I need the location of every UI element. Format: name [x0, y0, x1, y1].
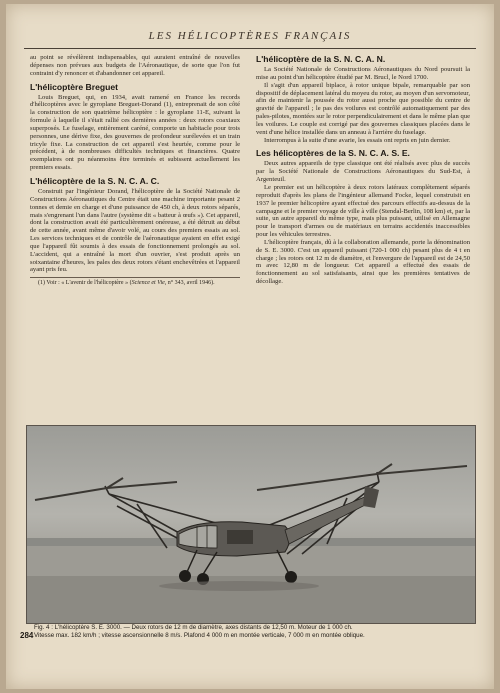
right-rotor-blades	[257, 464, 467, 490]
header-rule	[24, 48, 476, 49]
footnote-prefix: (1) Voir : « L'avenir de l'hélicoptère » (	[38, 280, 132, 287]
tail-fin	[363, 486, 379, 508]
footnote-source: Science et Vie	[131, 280, 165, 287]
footnote	[30, 277, 240, 287]
sncase-paragraph-1: Deux autres appareils de type classique ont été réalisés avec plus de succès par la Société Nationale de Constructions Aéronautiques du Sud-Est, à Argenteuil.	[256, 160, 470, 184]
sncase-heading: Les hélicoptères de la S. N. C. A. S. E.	[256, 148, 410, 159]
sncac-paragraph: Construit par l'ingénieur Dorand, l'hélicoptère de la Société Nationale de Constructions Aéronautiques du Centre était une machine importante pesant 2 tonnes et demie en charge et d'une puissance de 450 ch, à deux rotors séparés, mais s'engrenant l'un dans l'autre (système dit « batteur à œufs »). Cet appareil, dont la construction avait été particulièrement onéreuse, a été détruit au début de cette année, avant même d'avoir volé, au cours des premiers essais au sol. Les services techniques et de contrôle de l'aéronautique ayaient en effet exigé que l'appareil fût soumis à des essais de fonctionnement prolongés au sol. L'accident, qui a entraîné la mort d'un ouvrier, s'est produit après un soixantaine d'heures, les pales des deux rotors s'étant enchevêtrées et l'appareil ayant pris feu.	[30, 187, 240, 274]
right-column	[256, 54, 470, 286]
tail-boom	[285, 496, 371, 544]
footnote-suffix: , n° 343, avril 1946).	[164, 280, 215, 287]
magazine-page	[6, 4, 494, 689]
sncan-paragraph-2: Il s'agit d'un appareil biplace, à rotor unique bipale, remarquable par son dispositif de déplacement latéral du moyeu du rotor, au moyen d'un servomoteur, afin de maintenir la poussée du rotor aussi proche que possible du centre de gravité de l'appareil ; le pas des voilures est contrôlé automatiquement par des pales-pilotes, montées sur le rotor perpendiculairement et dans le même plan que les voilures. Le couple est corrigé par des gouvernes classiques placées dans le vent d'une hélice installée dans un anneau à l'arrière du fuselage.	[256, 81, 470, 136]
left-column	[30, 54, 240, 287]
left-rotor-blades	[35, 478, 177, 500]
caption-line-2: Vitesse max. 182 km/h ; vitesse ascensionnelle 8 m/s. Plafond 4 000 m en montée verticale, 7 000 m en montée oblique.	[34, 631, 365, 639]
sncase-paragraph-3: L'hélicoptère français, dû à la collaboration allemande, porte la dénomination de S. E. 3000. C'est un appareil puissant (720-1 000 ch) pesant plus de 4 t en charge ; les rotors ont 12 m de diamètre, et l'envergure de l'appareil est de 24,50 m avec 12,80 m de longueur. Cet appareil a effectué des essais de fonctionnement au sol satisfaisants, ainsi que les premières tentatives de décollage.	[256, 238, 470, 286]
page-number: 284	[20, 631, 34, 640]
sncase-paragraph-2: Le premier est un hélicoptère à deux rotors latéraux complètement séparés reproduit d'après les plans de l'ingénieur allemand Focke, lequel construisit en 1937 le premier hélicoptère ayant effectué des parcours effectifs au-dessus de la campagne et le premier voyage de ville à ville (Stendal-Berlin, 108 km) et, par la suite, un autre appareil du même type, mais plus puissant, utilisé en Allemagne pour le transport d'armes ou de matériaux en terrains accidentés inaccessibles pour les véhicules terrestres.	[256, 183, 470, 239]
sncan-heading: L'hélicoptère de la S. N. C. A. N.	[256, 54, 386, 64]
running-head: LES HÉLICOPTÈRES FRANÇAIS	[148, 30, 352, 42]
figure-caption	[34, 624, 478, 640]
sncan-paragraph-1: La Société Nationale de Constructions Aéronautiques du Nord poursuit la mise au point d'un hélicoptère étudié par M. Brucl, le Nord 1700.	[256, 66, 470, 81]
front-wheel	[179, 570, 191, 582]
helicopter-photo	[26, 425, 476, 624]
breguet-heading: L'hélicoptère Breguet	[30, 81, 118, 92]
fuselage-door	[227, 530, 253, 544]
shadow	[159, 581, 319, 591]
right-main-wheel	[285, 571, 297, 583]
intro-paragraph: au point se révélèrent indispensables, qui auraient entraîné de nouvelles dépenses non prévues aux budgets de l'Aéronautique, de sorte que l'on fut contraint d'y renoncer et d'abandonner cet appareil.	[30, 54, 240, 77]
breguet-paragraph: Louis Breguet, qui, en 1934, avait ramené en France les records d'hélicoptères avec le gyroplane Breguet-Dorand (1), entreprenait de son côté la construction de son quatrième hélicoptère : le gyroplane 11-E, suivant la formule à laquelle il s'était rallié ces dernières années : deux rotors coaxiaux superposés. Le fuselage, entièrement caréné, comporte un habitacle pour trois personnes, une dérive fixe, des gouvernes de profondeur surélevées et un train tricyle fixe. La construction de cet appareil s'est heurtée, comme pour le précédent, à de nombreuses difficultés techniques et financières. Quatre exemplaires ont pu néanmoins être terminés et subissent actuellement les premiers essais.	[30, 93, 240, 172]
sncac-heading: L'hélicoptère de la S. N. C. A. C.	[30, 175, 160, 186]
helicopter-illustration	[27, 426, 475, 623]
caption-line-1: Fig. 4 : L'hélicoptère S. E. 3000. — Deux rotors de 12 m de diamètre, axes distants de 12,50 m. Moteur de 1 000 ch.	[34, 624, 353, 631]
sncan-paragraph-3: Interrompus à la suite d'une avarie, les essais ont repris en juin dernier.	[264, 136, 451, 144]
